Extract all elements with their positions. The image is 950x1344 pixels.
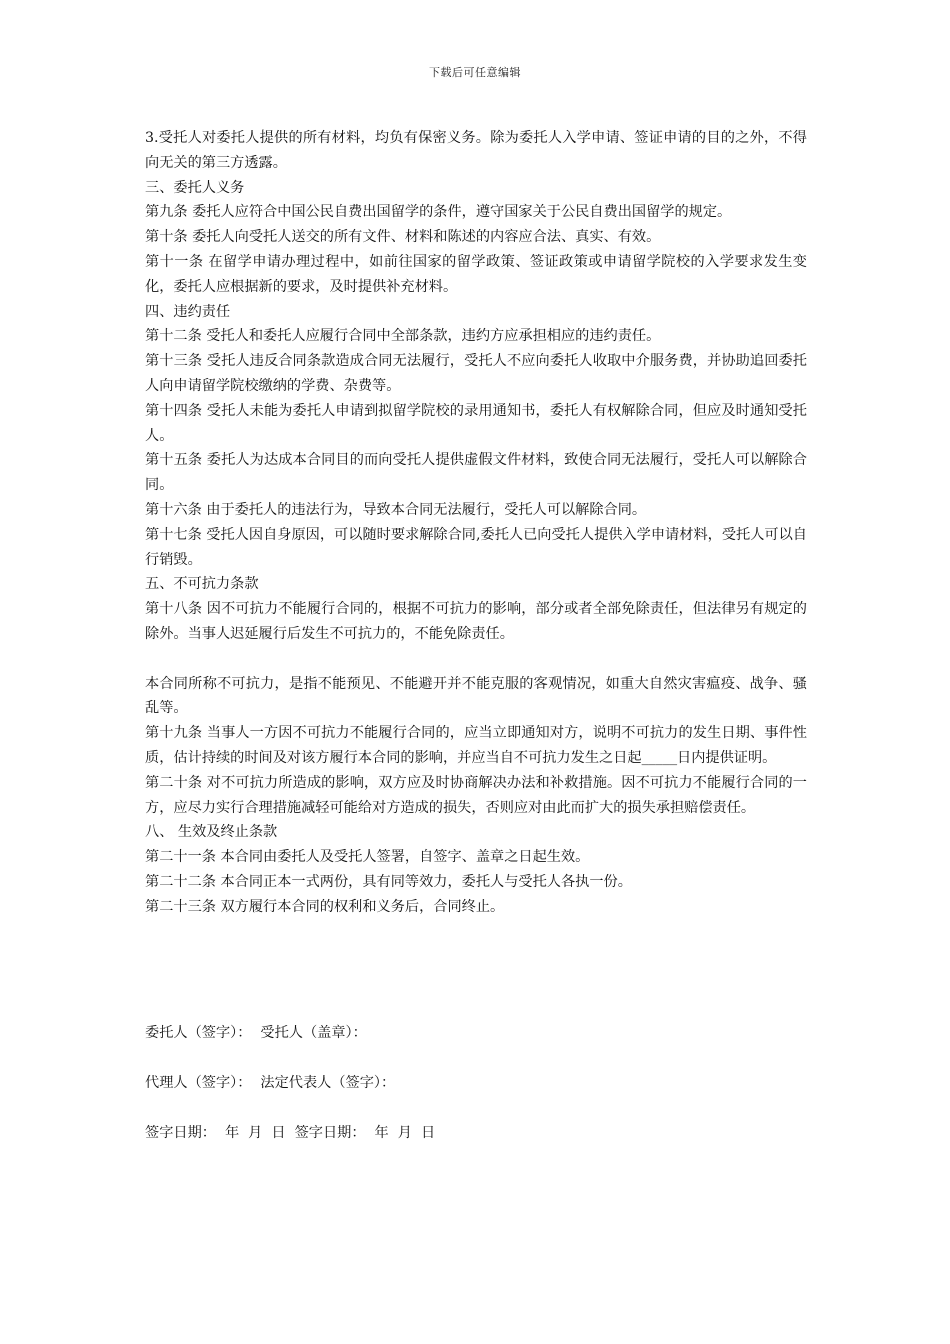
clause-12: 第十二条 受托人和委托人应履行合同中全部条款，违约方应承担相应的违约责任。 (145, 328, 661, 345)
clause-22: 第二十二条 本合同正本一式两份，具有同等效力，委托人与受托人各执一份。 (145, 873, 632, 890)
signature-line-dates: 签字日期： 年 月 日 签字日期： 年 月 日 (145, 1125, 436, 1141)
clause-23: 第二十三条 双方履行本合同的权利和义务后，合同终止。 (145, 898, 505, 915)
signature-line-representatives: 代理人（签字）： 法定代表人（签字）： (145, 1075, 396, 1091)
clause-17: 第十七条 受托人因自身原因，可以随时要求解除合同,委托人已向受托人提供入学申请材料，受托人可以自行销毁。 (145, 526, 807, 568)
signature-line-parties: 委托人（签字）： 受托人（盖章）： (145, 1025, 367, 1041)
clause-9: 第九条 委托人应符合中国公民自费出国留学的条件，遵守国家关于公民自费出国留学的规定。 (145, 204, 732, 221)
section-heading-liability: 四、违约责任 (145, 303, 231, 320)
clause-13: 第十三条 受托人违反合同条款造成合同无法履行，受托人不应向委托人收取中介服务费，并协助追回委托人向申请留学院校缴纳的学费、杂费等。 (145, 353, 807, 394)
contract-body (145, 126, 807, 920)
clause-10: 第十条 委托人向受托人送交的所有文件、材料和陈述的内容应合法、真实、有效。 (145, 229, 661, 246)
clause-21: 第二十一条 本合同由委托人及受托人签署，自签字、盖章之日起生效。 (145, 849, 590, 866)
clause-15: 第十五条 委托人为达成本合同目的而向受托人提供虚假文件材料，致使合同无法履行，受托人可以解除合同。 (145, 452, 807, 494)
clause-20: 第二十条 对不可抗力所造成的影响，双方应及时协商解决办法和补救措施。因不可抗力不能履行合同的一方，应尽力实行合理措施减轻可能给对方造成的损失，否则应对由此而扩大的损失承担赔偿责任。 (145, 774, 807, 816)
clause-confidentiality: 3.受托人对委托人提供的所有材料，均负有保密义务。除为委托人入学申请、签证申请的目的之外，不得向无关的第三方透露。 (145, 130, 807, 171)
clause-19: 第十九条 当事人一方因不可抗力不能履行合同的，应当立即通知对方，说明不可抗力的发生日期、事件性质，估计持续的时间及对该方履行本合同的影响，并应当自不可抗力发生之日起_____日内提供证明。 (145, 725, 807, 766)
clause-11: 第十一条 在留学申请办理过程中，如前往国家的留学政策、签证政策或申请留学院校的入学要求发生变化，委托人应根据新的要求，及时提供补充材料。 (145, 253, 807, 295)
blank-line (145, 647, 807, 672)
force-majeure-definition: 本合同所称不可抗力，是指不能预见、不能避开并不能克服的客观情况，如重大自然灾害瘟疫、战争、骚乱等。 (145, 675, 807, 717)
clause-16: 第十六条 由于委托人的违法行为，导致本合同无法履行，受托人可以解除合同。 (145, 501, 647, 518)
clause-14: 第十四条 受托人未能为委托人申请到拟留学院校的录用通知书，委托人有权解除合同，但应及时通知受托人。 (145, 402, 807, 444)
section-heading-effectiveness: 八、 生效及终止条款 (145, 824, 278, 841)
page-header: 下载后可任意编辑 (429, 66, 521, 79)
section-heading-client-obligations: 三、委托人义务 (145, 179, 245, 196)
clause-18: 第十八条 因不可抗力不能履行合同的，根据不可抗力的影响，部分或者全部免除责任，但法律另有规定的除外。当事人迟延履行后发生不可抗力的，不能免除责任。 (145, 601, 807, 642)
section-heading-force-majeure: 五、不可抗力条款 (145, 576, 259, 593)
